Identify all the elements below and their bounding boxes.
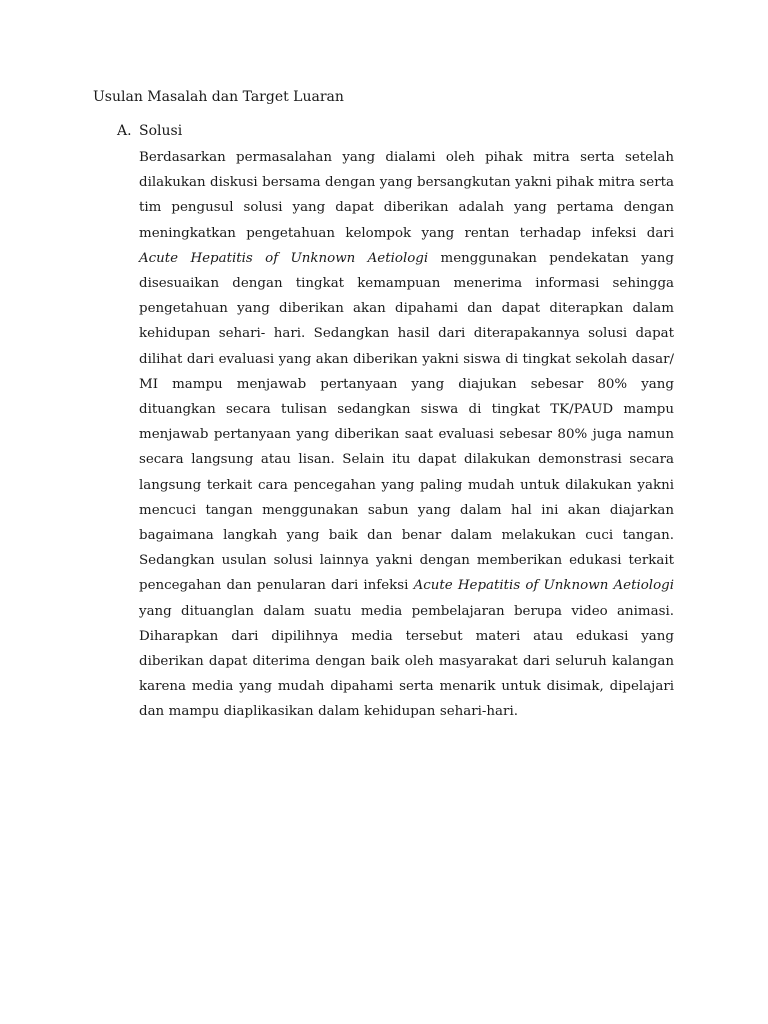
solution-paragraph: [139, 145, 674, 725]
paragraph-italic-term: Acute Hepatitis of Unknown Aetiologi: [413, 578, 674, 594]
paragraph-text: yang dituanglan dalam suatu media pembelajaran berupa video animasi. Diharapkan dari dipilihnya media tersebut materi atau edukasi yang diberikan dapat diterima dengan baik oleh masyarakat dari seluruh kalangan karena media yang mudah dipahami serta menarik untuk disimak, dipelajari dan mampu diaplikasikan dalam kehidupan sehari-hari.: [139, 603, 674, 720]
document-title: Usulan Masalah dan Target Luaran: [93, 89, 344, 105]
section-heading: [117, 121, 182, 141]
section-marker: A.: [117, 123, 132, 139]
paragraph-italic-term: Acute Hepatitis of Unknown Aetiologi: [139, 250, 429, 266]
section-heading-label: Solusi: [139, 123, 183, 139]
paragraph-text: Berdasarkan permasalahan yang dialami oleh pihak mitra serta setelah dilakukan diskusi bersama dengan yang bersangkutan yakni pihak mitra serta tim pengusul solusi yang dapat diberikan adalah yang pertama dengan meningkatkan pengetahuan kelompok yang rentan terhadap infeksi dari: [139, 150, 674, 241]
paragraph-text: menggunakan pendekatan yang disesuaikan dengan tingkat kemampuan menerima informasi sehingga pengetahuan yang diberikan akan dipahami dan dapat diterapkan dalam kehidupan sehari- hari. Sedangkan hasil dari diterapakannya solusi dapat dilihat dari evaluasi yang akan diberikan yakni siswa di tingkat sekolah dasar/ MI mampu menjawab pertanyaan yang diajukan sebesar 80% yang dituangkan secara tulisan sedangkan siswa di tingkat TK/PAUD mampu menjawab pertanyaan yang diberikan saat evaluasi sebesar 80% juga namun secara langsung atau lisan. Selain itu dapat dilakukan demonstrasi secara langsung terkait cara pencegahan yang paling mudah untuk dilakukan yakni mencuci tangan menggunakan sabun yang dalam hal ini akan diajarkan bagaimana langkah yang baik dan benar dalam melakukan cuci tangan. Sedangkan usulan solusi lainnya yakni dengan memberikan edukasi terkait pencegahan dan penularan dari infeksi: [139, 250, 674, 594]
